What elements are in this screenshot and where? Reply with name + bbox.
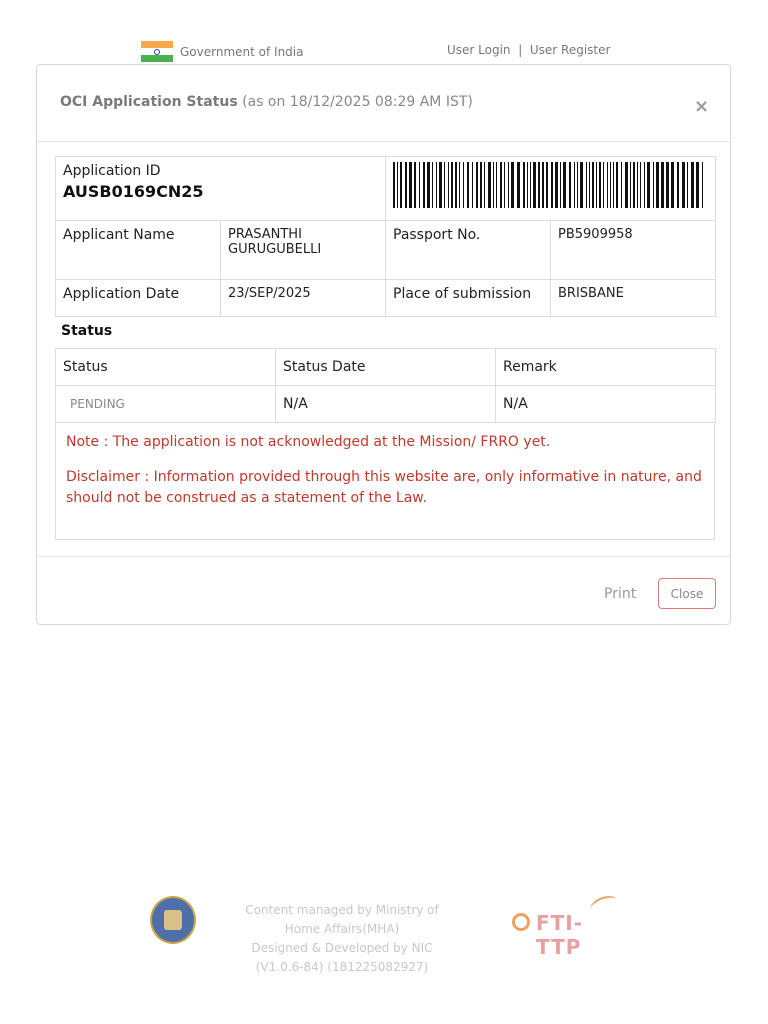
modal-footer [37,556,730,625]
user-links [447,43,610,57]
place-value: BRISBANE [551,280,716,317]
disclaimer-text: Disclaimer : Information provided through this website are, only informative in nature, and should not be construed as a statement of the Law. [66,469,702,506]
status-table-header [56,349,716,386]
fti-brand-text: FTI-TTP [536,911,584,959]
government-of-india [141,41,303,62]
application-id-label: Application ID [63,163,161,179]
applicant-name-label: Applicant Name [56,221,221,280]
close-button[interactable]: Close [658,578,716,609]
modal-title-strong: OCI Application Status [60,94,238,110]
barcode-icon [393,162,707,210]
status-table [55,348,716,423]
application-info-table [55,156,716,317]
application-date-label: Application Date [56,280,221,317]
footer-credits [225,901,459,977]
user-login-link[interactable]: User Login [447,43,511,57]
status-date-header: Status Date [276,349,496,386]
remark-value: N/A [496,386,716,423]
user-register-link[interactable]: User Register [529,43,611,57]
applicant-name-first: PRASANTHI [228,227,302,242]
oci-status-modal [36,64,731,625]
page-footer [0,893,768,983]
footer-line-2: Home Affairs(MHA) [284,922,400,936]
footer-line-3: Designed & Developed by NIC [251,941,433,955]
application-date-value: 23/SEP/2025 [221,280,386,317]
applicant-name-value [221,221,386,280]
gov-label: Government of India [180,44,304,59]
modal-title [60,94,473,110]
mha-emblem-icon [150,896,196,944]
passport-value: PB5909958 [551,221,716,280]
applicant-name-last: GURUGUBELLI [228,242,322,257]
print-button[interactable]: Print [604,586,637,602]
note-text: Note : The application is not acknowledged at the Mission/ FRRO yet. [66,434,551,450]
status-header: Status [56,349,276,386]
barcode-cell [386,157,716,221]
notes-box [55,422,715,540]
remark-header: Remark [496,349,716,386]
fti-ttp-logo-icon [480,893,620,959]
status-heading: Status [61,323,113,339]
place-label: Place of submission [386,280,551,317]
modal-title-date: (as on 18/12/2025 08:29 AM IST) [242,94,473,110]
footer-line-1: Content managed by Ministry of [245,903,439,917]
user-links-separator: | [518,43,523,57]
india-flag-icon [141,41,173,62]
close-icon[interactable]: × [694,96,710,117]
status-date-value: N/A [276,386,496,423]
top-bar [0,38,768,62]
passport-label: Passport No. [386,221,551,280]
status-value: PENDING [56,386,276,423]
modal-header [37,65,730,142]
application-id-cell [56,157,386,221]
table-row [56,386,716,423]
application-id-value: AUSB0169CN25 [63,182,204,201]
footer-line-4: (V1.0.6-84) (181225082927) [255,960,429,974]
